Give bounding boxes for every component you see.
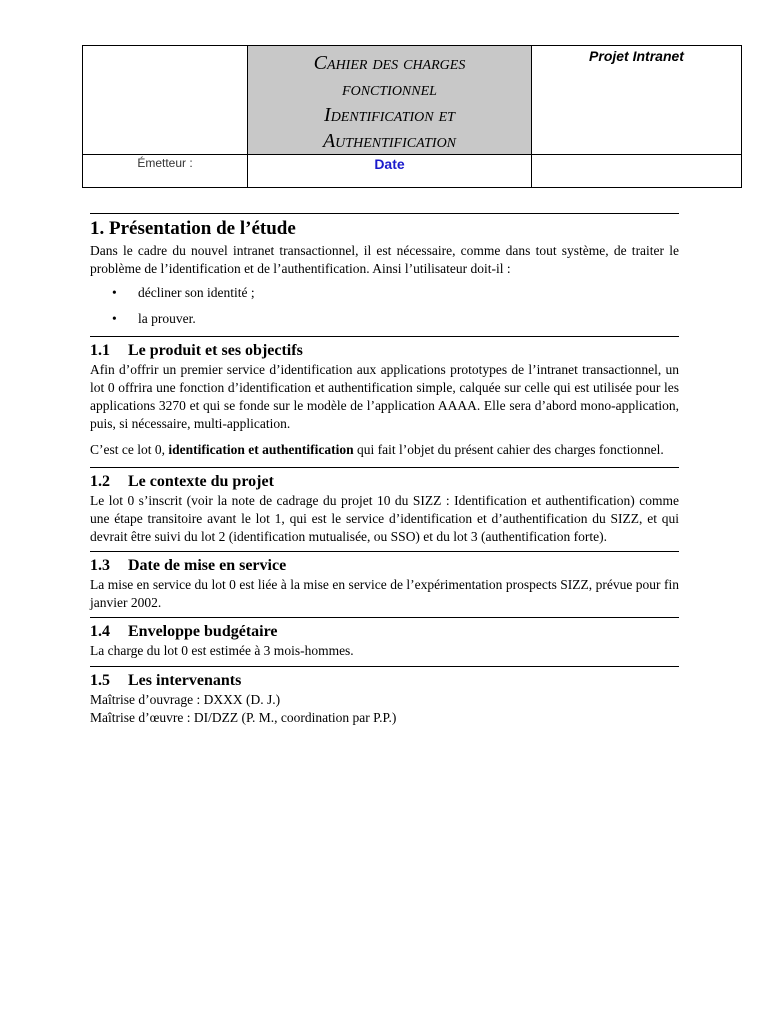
bullet-icon: • — [112, 311, 117, 326]
bullet-list — [90, 284, 679, 328]
section-title: 1. Présentation de l’étude — [90, 218, 296, 239]
section-budget — [90, 617, 679, 660]
section-title — [90, 622, 679, 641]
list-item — [90, 310, 679, 328]
text-fragment: C’est ce lot 0, — [90, 442, 169, 457]
section-title — [90, 472, 679, 491]
project-cell — [532, 46, 742, 155]
list-item-text: décliner son identité ; — [138, 285, 255, 300]
section-title-text: Les intervenants — [128, 672, 242, 689]
title-line-1: Cahier des charges — [313, 52, 466, 74]
empty-cell — [532, 155, 742, 188]
bullet-icon: • — [112, 285, 117, 300]
section-text: La mise en service du lot 0 est liée à la mise en service de l’expérimentation prospects SIZZ, prévue pour fin janvier 2002. — [90, 577, 679, 610]
section-text: Afin d’offrir un premier service d’identification aux applications prototypes de l’intranet transactionnel, un lot 0 offrira une fonction d’identification et authentification simple, calquée sur celle qui est utilisée pour les applications 3270 et qui se fonde sur le modèle de l’application AAAA. Elle sera d’abord mono-application, puis, si nécessaire, multi-application. — [90, 362, 679, 431]
section-service-date — [90, 551, 679, 612]
section-title-text: Le contexte du projet — [128, 473, 274, 490]
section-title-text: Enveloppe budgétaire — [128, 623, 278, 640]
bold-text: identification et authentification — [168, 442, 354, 457]
section-title-text: Date de mise en service — [128, 557, 287, 574]
section-text: Dans le cadre du nouvel intranet transactionnel, il est nécessaire, comme dans tout système, de traiter le problème de l’identification et de l’authentification. Ainsi l’utilisateur doit-il : — [90, 243, 679, 276]
section-title — [90, 671, 679, 690]
emitter-label: Émetteur : — [137, 156, 193, 170]
title-line-3: Identification et — [324, 104, 455, 126]
title-cell — [248, 46, 532, 155]
date-label: Date — [374, 156, 405, 172]
section-number: 1.1 — [90, 342, 110, 359]
list-item-text: la prouver. — [138, 311, 196, 326]
logo-cell — [83, 46, 248, 155]
section-number: 1.5 — [90, 672, 110, 689]
document-body — [90, 213, 679, 727]
section-number: 1.3 — [90, 557, 110, 574]
section-number: 1.4 — [90, 623, 110, 640]
date-cell — [248, 155, 532, 188]
document-title — [248, 46, 531, 154]
section-text: Maîtrise d’œuvre : DI/DZZ (P. M., coordination par P.P.) — [90, 710, 397, 725]
section-text: Maîtrise d’ouvrage : DXXX (D. J.) — [90, 692, 281, 707]
title-line-2: fonctionnel — [342, 78, 437, 100]
section-project-context — [90, 467, 679, 546]
title-line-4: Authentification — [322, 130, 457, 152]
section-presentation — [90, 213, 679, 328]
project-name: Projet Intranet — [589, 48, 684, 64]
document-header-table — [82, 45, 742, 188]
section-text — [90, 441, 679, 459]
section-text: Le lot 0 s’inscrit (voir la note de cadrage du projet 10 du SIZZ : Identification et authentification) comme une étape transitoire avant le lot 1, qui est le service d’identification et d’authentification du SIZZ, et qui devrait être suivi du lot 2 (identification mutualisée, ou SSO) et du lot 3 (authentification forte). — [90, 493, 679, 544]
text-fragment: qui fait l’objet du présent cahier des charges fonctionnel. — [353, 442, 664, 457]
section-title-text: Le produit et ses objectifs — [128, 342, 303, 359]
section-title — [90, 341, 679, 360]
section-stakeholders — [90, 666, 679, 727]
list-item — [90, 284, 679, 302]
section-text: La charge du lot 0 est estimée à 3 mois-hommes. — [90, 643, 354, 658]
section-number: 1.2 — [90, 473, 110, 490]
section-title — [90, 556, 679, 575]
emitter-cell — [83, 155, 248, 188]
section-product-objectives — [90, 336, 679, 459]
